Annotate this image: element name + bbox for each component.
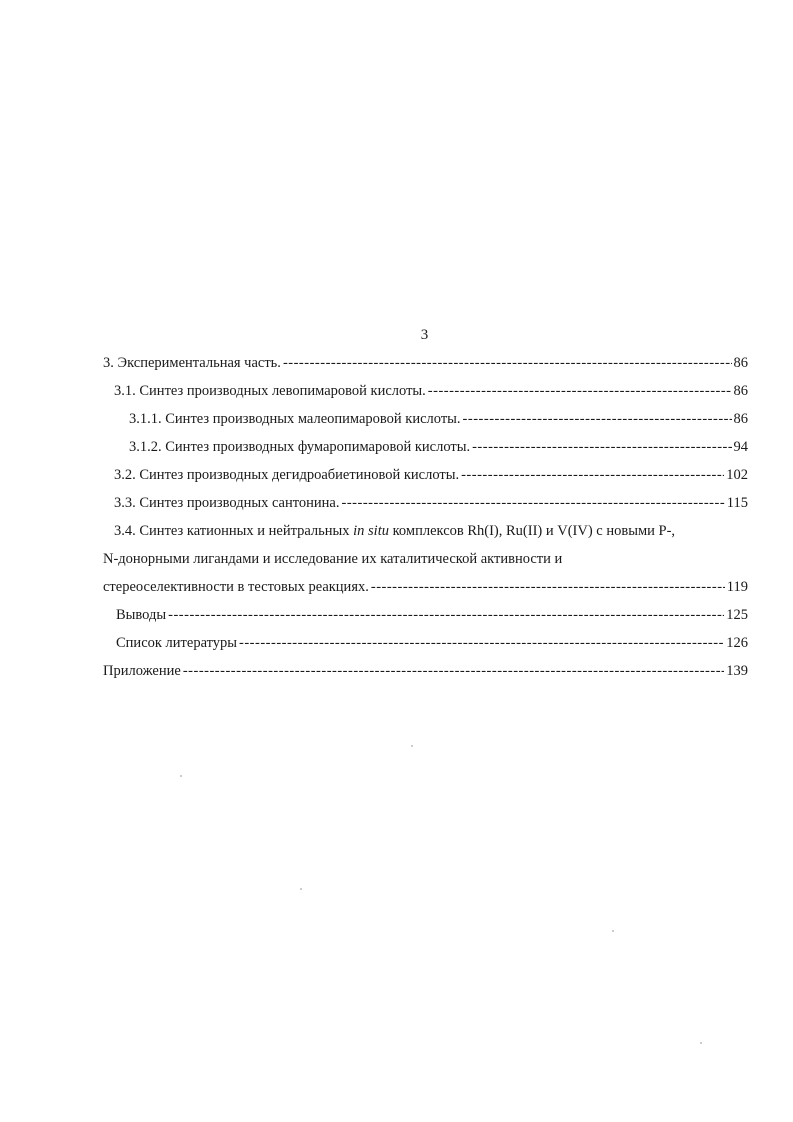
toc-entry-title-continued: N-донорными лигандами и исследование их каталитической активности и	[103, 551, 563, 567]
scan-speck	[411, 745, 413, 747]
toc-leader	[239, 632, 724, 654]
toc-entry-page: 126	[726, 635, 748, 651]
toc-entry-title: 3. Экспериментальная часть.	[103, 355, 281, 371]
toc-entry-3-2	[114, 464, 748, 486]
toc-leader	[283, 352, 732, 374]
toc-leader	[428, 380, 732, 402]
toc-entry-page: 86	[733, 411, 748, 427]
in-situ-italic: in situ	[353, 523, 389, 539]
toc-entry-page: 94	[733, 439, 748, 455]
toc-entry-conclusions	[116, 604, 748, 626]
toc-leader	[183, 660, 724, 682]
page-number: 3	[420, 327, 429, 343]
scan-speck	[300, 888, 302, 890]
toc-entry-3-4-line2	[103, 548, 748, 570]
toc-entry-page: 86	[733, 383, 748, 399]
toc-entry-page: 115	[726, 495, 748, 511]
toc-entry-3-4-line3	[103, 576, 748, 598]
toc-entry-3-1-1	[129, 408, 748, 430]
scan-speck	[612, 930, 614, 932]
toc-entry-3	[103, 352, 748, 374]
toc-entry-references	[116, 632, 748, 654]
toc-entry-title-continued: стереоселективности в тестовых реакциях.	[103, 579, 369, 595]
toc-entry-3-3	[114, 492, 748, 514]
toc-entry-title: Список литературы	[116, 635, 238, 651]
toc-entry-title: 3.2. Синтез производных дегидроабиетиновой кислоты.	[114, 467, 460, 483]
scan-speck	[700, 1042, 702, 1044]
toc-entry-title: 3.4. Синтез катионных и нейтральных in situ комплексов Rh(I), Ru(II) и V(IV) с новыми P-,	[114, 523, 676, 539]
toc-entry-title: 3.3. Синтез производных сантонина.	[114, 495, 340, 511]
toc-entry-3-1-2	[129, 436, 748, 458]
toc-leader	[371, 576, 725, 598]
toc-leader	[461, 464, 724, 486]
toc-entry-3-1	[114, 380, 748, 402]
toc-entry-title: Выводы	[116, 607, 167, 623]
toc-entry-page: 125	[726, 607, 748, 623]
toc-entry-page: 139	[726, 663, 748, 679]
toc-entry-appendix	[103, 660, 748, 682]
toc-leader	[168, 604, 724, 626]
toc-leader	[472, 436, 731, 458]
toc-entry-title: 3.1.2. Синтез производных фумаропимаровой кислоты.	[129, 439, 471, 455]
scan-speck	[180, 775, 182, 777]
toc-leader	[463, 408, 732, 430]
toc-entry-title: 3.1. Синтез производных левопимаровой кислоты.	[114, 383, 426, 399]
toc-entry-title: Приложение	[103, 663, 181, 679]
toc-entry-page: 102	[726, 467, 748, 483]
toc-leader	[342, 492, 725, 514]
toc-entry-3-4-line1	[114, 520, 748, 542]
toc-entry-page: 86	[733, 355, 748, 371]
toc-entry-page: 119	[726, 579, 748, 595]
toc-entry-title: 3.1.1. Синтез производных малеопимаровой кислоты.	[129, 411, 461, 427]
